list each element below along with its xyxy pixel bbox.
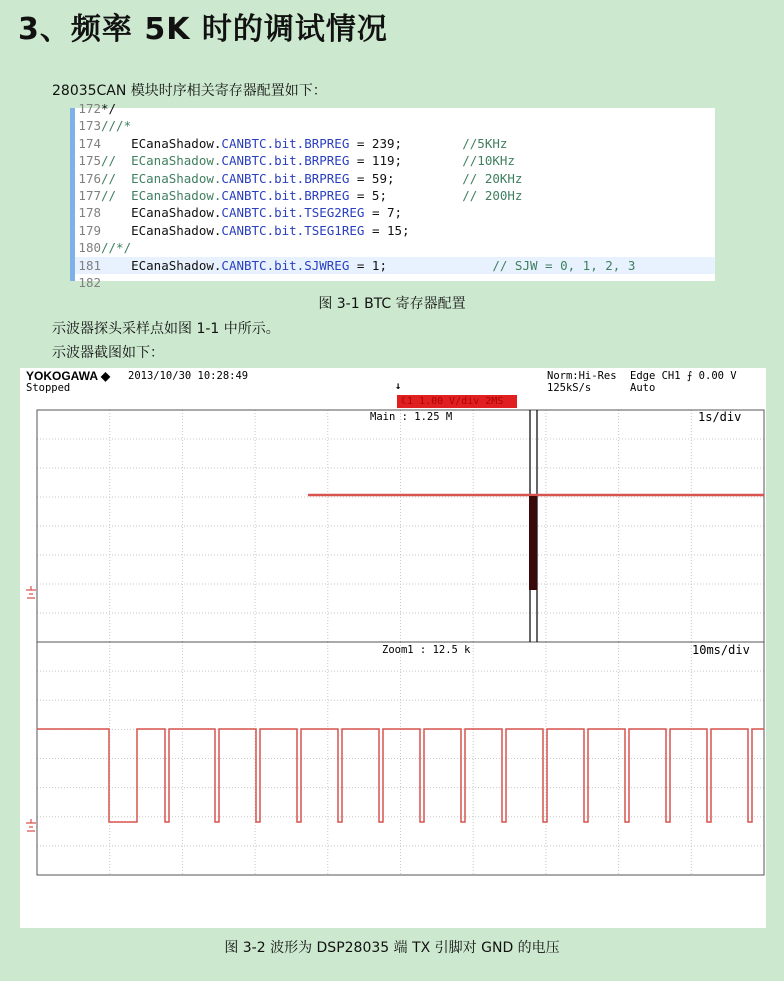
figure-caption-2: 图 3-2 波形为 DSP28035 端 TX 引脚对 GND 的电压 bbox=[224, 940, 560, 956]
zoom-timebase-label: Zoom1 : 12.5 k bbox=[382, 644, 471, 656]
code-text: ECanaShadow. bbox=[101, 257, 222, 273]
code-field: CANBTC.bit.BRPREG bbox=[221, 153, 350, 169]
figure-caption-1: 图 3-1 BTC 寄存器配置 bbox=[318, 296, 466, 312]
line-number: 174 bbox=[78, 135, 101, 151]
line-number: 181 bbox=[78, 257, 101, 273]
code-field: CANBTC.bit.TSEG1REG bbox=[221, 222, 365, 238]
ground-marker-main bbox=[26, 586, 36, 598]
trigger-position-marker: ↓ bbox=[395, 380, 402, 392]
code-line bbox=[75, 239, 715, 256]
code-text: //*/ bbox=[101, 240, 132, 256]
screenshot-text: 示波器截图如下： bbox=[52, 345, 164, 361]
scope-status: Stopped bbox=[26, 382, 71, 394]
line-number: 172 bbox=[78, 101, 101, 116]
intro-text: 28035CAN 模块时序相关寄存器配置如下： bbox=[52, 83, 327, 99]
line-number: 182 bbox=[78, 275, 101, 290]
code-listing bbox=[70, 101, 715, 290]
code-comment: // SJW = 0, 1, 2, 3 bbox=[492, 257, 636, 273]
code-text: ECanaShadow. bbox=[101, 135, 222, 151]
code-line bbox=[75, 274, 715, 291]
line-number: 173 bbox=[78, 118, 101, 134]
code-text: ECanaShadow. bbox=[101, 222, 222, 238]
code-field: CANBTC.bit.BRPREG bbox=[221, 188, 350, 203]
line-number: 175 bbox=[78, 153, 101, 169]
code-line bbox=[75, 135, 715, 152]
zoom-time-per-div: 10ms/div bbox=[692, 643, 750, 657]
main-burst bbox=[529, 496, 537, 590]
code-text: // ECanaShadow. bbox=[101, 188, 222, 203]
code-text: = 7; bbox=[364, 205, 403, 221]
code-field: CANBTC.bit.SJWREG bbox=[221, 257, 350, 273]
section-heading: 3、频率 5K 时的调试情况 bbox=[18, 12, 388, 47]
oscilloscope-screenshot bbox=[20, 368, 766, 928]
main-time-per-div: 1s/div bbox=[698, 410, 742, 424]
code-text: */ bbox=[101, 101, 117, 116]
code-line bbox=[75, 117, 715, 134]
code-text: = 239; bbox=[349, 135, 463, 151]
code-text: ECanaShadow. bbox=[101, 205, 222, 221]
scope-mode: Norm:Hi-Res bbox=[547, 370, 617, 382]
line-number: 180 bbox=[78, 240, 101, 256]
code-line bbox=[75, 170, 715, 187]
code-comment: // 200Hz bbox=[462, 188, 523, 203]
line-number: 178 bbox=[78, 205, 101, 221]
code-text: ///* bbox=[101, 118, 132, 134]
line-number: 177 bbox=[78, 188, 101, 203]
code-line bbox=[75, 187, 715, 204]
code-text: = 59; bbox=[349, 170, 463, 186]
code-text: // ECanaShadow. bbox=[101, 170, 222, 186]
scope-datetime: 2013/10/30 10:28:49 bbox=[128, 370, 249, 382]
code-text: // ECanaShadow. bbox=[101, 153, 222, 169]
line-number: 176 bbox=[78, 170, 101, 186]
probe-text: 示波器探头采样点如图 1-1 中所示。 bbox=[52, 321, 280, 337]
code-comment: // 20KHz bbox=[462, 170, 523, 186]
zoom-grid bbox=[37, 642, 764, 875]
ground-marker-zoom bbox=[26, 819, 36, 831]
scope-rate: 125kS/s bbox=[547, 382, 592, 394]
code-field: CANBTC.bit.TSEG2REG bbox=[221, 205, 365, 221]
code-field: CANBTC.bit.BRPREG bbox=[221, 170, 350, 186]
main-timebase-label: Main : 1.25 M bbox=[370, 411, 453, 423]
code-comment: //10KHz bbox=[462, 153, 515, 169]
code-line bbox=[75, 100, 715, 117]
code-comment: //5KHz bbox=[462, 135, 508, 151]
code-text: = 5; bbox=[349, 188, 463, 203]
code-line bbox=[75, 152, 715, 169]
line-number: 179 bbox=[78, 222, 101, 238]
scope-trigger-mode: Auto bbox=[630, 382, 656, 394]
main-grid bbox=[37, 410, 764, 642]
code-text: = 1; bbox=[349, 257, 493, 273]
code-field: CANBTC.bit.BRPREG bbox=[221, 135, 350, 151]
zoom-trace bbox=[37, 729, 764, 822]
scope-trigger: Edge CH1 ⨍ 0.00 V bbox=[630, 370, 737, 382]
code-line bbox=[75, 257, 715, 274]
scope-brand: YOKOGAWA ◆ bbox=[26, 369, 111, 383]
code-text: = 119; bbox=[349, 153, 463, 169]
channel-label-bar: ℂ1 1.00 V/div 2MS bbox=[397, 395, 517, 408]
code-line bbox=[75, 222, 715, 239]
code-line bbox=[75, 204, 715, 221]
code-text: = 15; bbox=[364, 222, 410, 238]
